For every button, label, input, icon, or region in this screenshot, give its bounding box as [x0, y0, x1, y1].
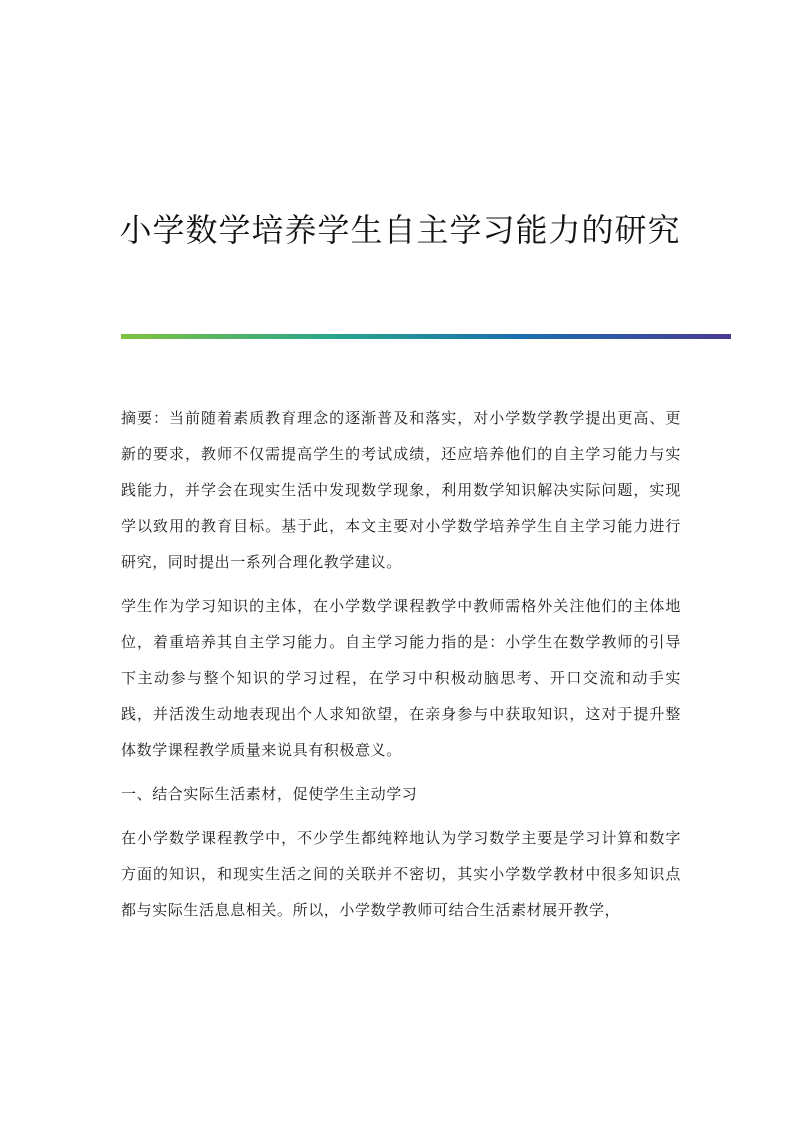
document-body [121, 400, 681, 936]
abstract-paragraph: 摘要：当前随着素质教育理念的逐渐普及和落实，对小学数学教学提出更高、更新的要求，教师不仅需提高学生的考试成绩，还应培养他们的自主学习能力与实践能力，并学会在现实生活中发现数学现象，利用数学知识解决实际问题，实现学以致用的教育目标。基于此，本文主要对小学数学培养学生自主学习能力进行研究，同时提出一系列合理化教学建议。 [121, 409, 681, 571]
intro-paragraph: 学生作为学习知识的主体，在小学数学课程教学中教师需格外关注他们的主体地位，着重培养其自主学习能力。自主学习能力指的是：小学生在数学教师的引导下主动参与整个知识的学习过程，在学习中积极动脑思考、开口交流和动手实践，并活泼生动地表现出个人求知欲望，在亲身参与中获取知识，这对于提升整体数学课程教学质量来说具有积极意义。 [121, 597, 681, 759]
section-paragraph: 在小学数学课程教学中，不少学生都纯粹地认为学习数学主要是学习计算和数字方面的知识，和现实生活之间的关联并不密切，其实小学数学教材中很多知识点都与实际生活息息相关。所以，小学数学教师可结合生活素材展开教学， [121, 829, 681, 919]
document-title: 小学数学培养学生自主学习能力的研究 [119, 211, 681, 250]
section-heading: 一、结合实际生活素材，促使学生主动学习 [121, 785, 418, 803]
title-divider [121, 334, 731, 339]
